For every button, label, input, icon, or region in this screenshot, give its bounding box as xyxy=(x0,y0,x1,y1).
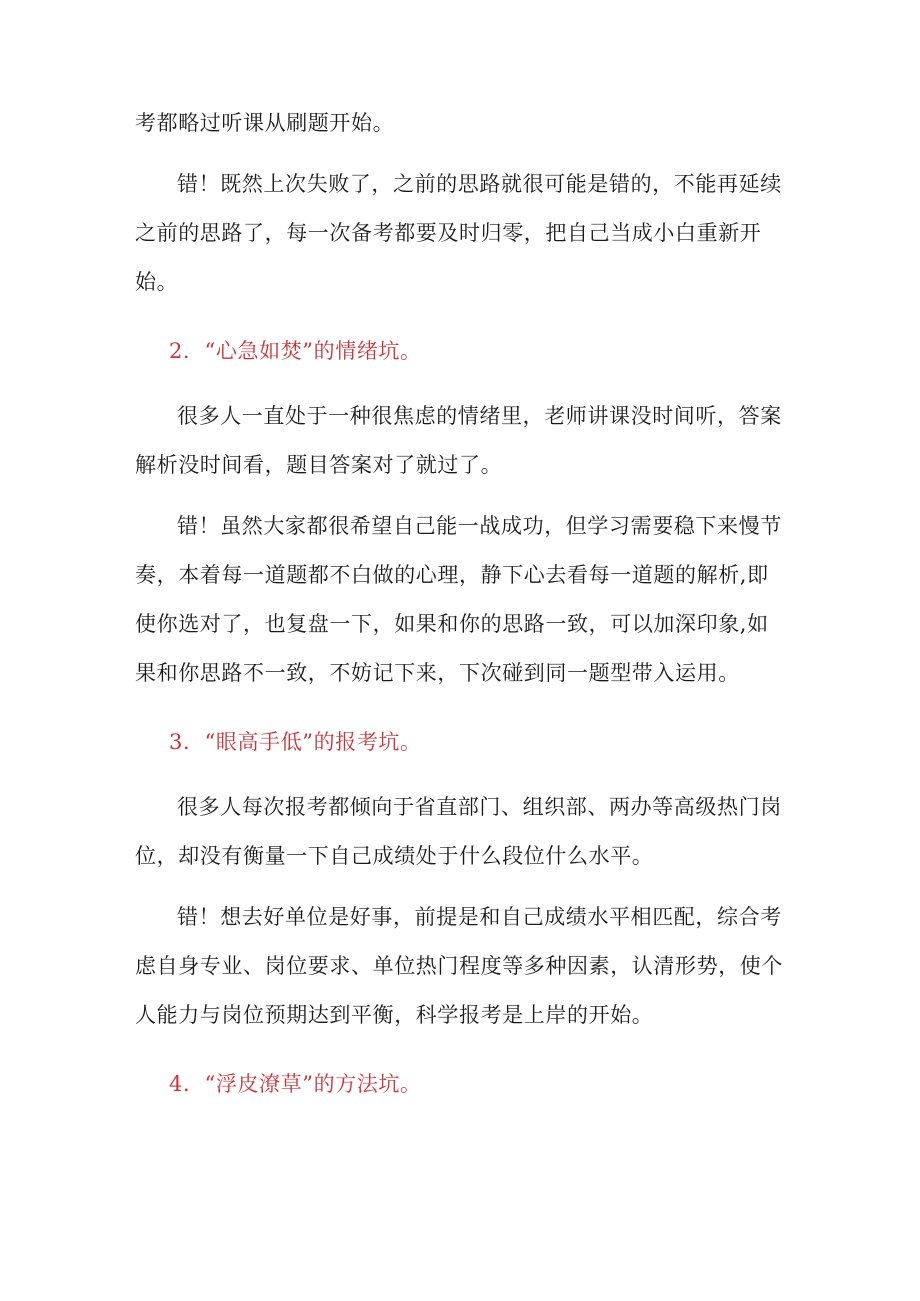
paragraph-rebuttal-1: 错！既然上次失败了，之前的思路就很可能是错的，不能再延续之前的思路了，每一次备考都要及时归零，把自己当成小白重新开始。 xyxy=(135,172,782,294)
paragraph-problem-2: 很多人一直处于一种很焦虑的情绪里，老师讲课没时间听，答案解析没时间看，题目答案对了就过了。 xyxy=(135,404,782,477)
section-heading-3: 3．“眼高手低”的报考坑。 xyxy=(169,730,422,754)
paragraph-rebuttal-3: 错！想去好单位是好事，前提是和自己成绩水平相匹配，综合考虑自身专业、岗位要求、单位热门程度等多种因素，认清形势，使个人能力与岗位预期达到平衡，科学报考是上岸的开始。 xyxy=(135,905,783,1027)
section-heading-4: 4．“浮皮潦草”的方法坑。 xyxy=(169,1072,422,1096)
section-heading-2: 2．“心急如焚”的情绪坑。 xyxy=(169,339,422,363)
document-body xyxy=(135,99,785,1109)
paragraph-rebuttal-2: 错！虽然大家都很希望自己能一战成功，但学习需要稳下来慢节奏，本着每一道题都不白做的心理，静下心去看每一道题的解析,即使你选对了，也复盘一下，如果和你的思路一致，可以加深印象,如果和你思路不一致，不妨记下来，下次碰到同一题型带入运用。 xyxy=(135,514,782,685)
paragraph-problem-3: 很多人每次报考都倾向于省直部门、组织部、两办等高级热门岗位，却没有衡量一下自己成绩处于什么段位什么水平。 xyxy=(135,795,782,868)
paragraph-continuation: 考都略过听课从刷题开始。 xyxy=(135,111,395,135)
